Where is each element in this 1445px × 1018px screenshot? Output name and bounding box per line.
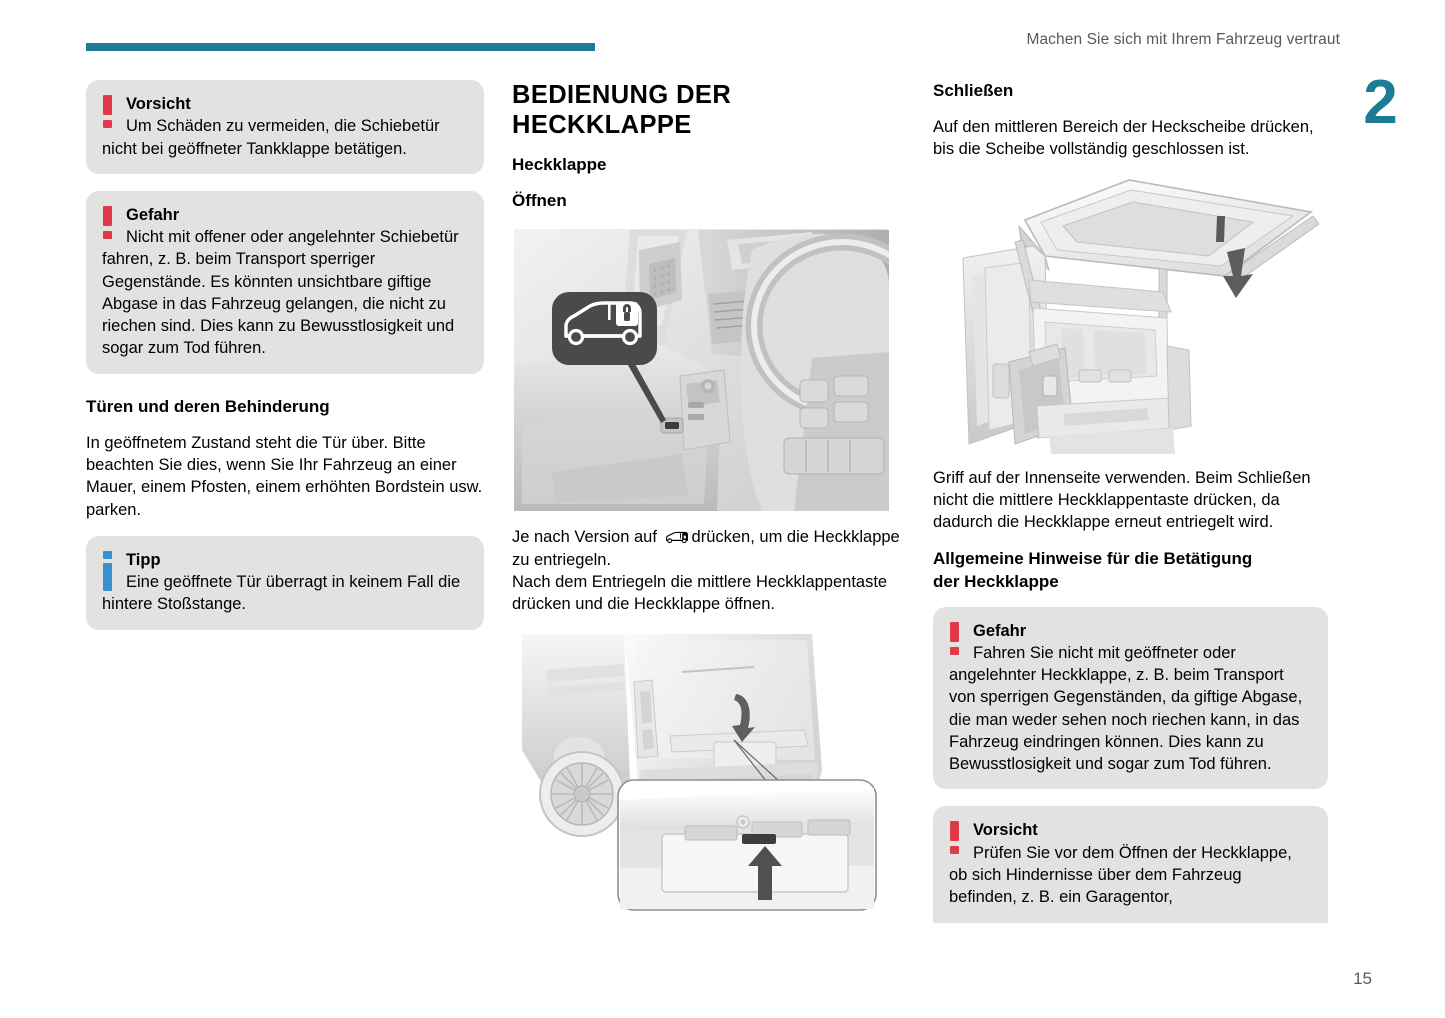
callout-title: Gefahr [973, 621, 1027, 640]
callout-gefahr-heckklappe [933, 607, 1328, 790]
heading-schliessen: Schließen [933, 81, 1014, 100]
warning-exclamation-icon [102, 206, 114, 242]
callout-vorsicht-hindernisse [933, 806, 1328, 922]
callout-gefahr-schiebetuer [86, 191, 484, 374]
info-i-icon [102, 551, 114, 587]
running-head: Machen Sie sich mit Ihrem Fahrzeug vertraut [1026, 31, 1340, 48]
callout-body: Fahren Sie nicht mit geöffneter oder angelehnter Heckklappe, z. B. beim Transport von sperrigen Gegenständen, da giftige Abgase, die man weder sehen noch riechen kann, in das Fahrzeug eindringen können. Dies kann zu Bewusstlosigkeit und sogar zum Tod führen. [949, 643, 1303, 774]
paragraph-tueren: In geöffnetem Zustand steht die Tür über. Bitte beachten Sie dies, wenn Sie Ihr Fahrzeug an einer Mauer, einem Pfosten, einem erhöhten Bordstein usw. parken. [86, 433, 483, 519]
heading-allgemeine-hinweise [933, 548, 1328, 592]
paragraph-nach-dem-entriegeln: Nach dem Entriegeln die mittlere Heckklappentaste drücken und die Heckklappe öffnen. [512, 572, 888, 614]
callout-title: Vorsicht [973, 821, 1038, 840]
callout-body: Um Schäden zu vermeiden, die Schiebetür nicht bei geöffneter Tankklappe betätigen. [102, 117, 440, 158]
column-left [86, 80, 484, 647]
door-control-switch-illustration [512, 226, 889, 513]
open-tailgate-interior-illustration [933, 176, 1329, 454]
column-middle [512, 80, 904, 935]
paragraph-griff-innenseite: Griff auf der Innenseite verwenden. Beim Schließen nicht die mittlere Heckklappentaste drücken, da dadurch die Heckklappe erneut entriegelt wird. [933, 468, 1311, 532]
callout-tipp-stossstange [86, 536, 484, 630]
warning-exclamation-icon [949, 622, 961, 658]
van-unlock-icon [664, 528, 690, 543]
callout-title: Tipp [126, 550, 161, 569]
chapter-tab [1348, 68, 1412, 137]
section-title-line-2: HECKKLAPPE [512, 111, 692, 140]
callout-title: Gefahr [126, 205, 180, 224]
heading-heckklappe: Heckklappe [512, 155, 607, 175]
page-title [512, 80, 904, 140]
callout-body: Nicht mit offener oder angelehnter Schiebetür fahren, z. B. beim Transport sperriger Gegenstände. Es könnten unsichtbare giftige Abgase in das Fahrzeug gelangen, die nicht zu riechen sind. Dies kann zu Bewusstlosigkeit und sogar zum Tod führen. [102, 228, 459, 358]
rear-tailgate-button-illustration [512, 630, 889, 922]
callout-title: Vorsicht [126, 95, 191, 113]
page-number: 15 [1353, 969, 1372, 988]
callout-body: Prüfen Sie vor dem Öffnen der Heckklappe, ob sich Hindernisse über dem Fahrzeug befinden, z. B. ein Garagentor, [949, 843, 1292, 907]
heading-tueren-behinderung: Türen und deren Behinderung [86, 396, 330, 416]
section-title-line-1: BEDIENUNG DER [512, 81, 732, 109]
column-right [933, 80, 1328, 923]
header-rule-bar [86, 43, 595, 51]
heading-oeffnen: Öffnen [512, 191, 567, 211]
heading-line-2: der Heckklappe [933, 571, 1059, 591]
callout-body: Eine geöffnete Tür überragt in keinem Fall die hintere Stoßstange. [102, 573, 461, 614]
paragraph-schliessen: Auf den mittleren Bereich der Heckscheibe drücken, bis die Scheibe vollständig geschlossen ist. [933, 118, 1314, 159]
paragraph-je-nach-version: Je nach Version auf drücken, um die Heckklappe zu entriegeln. [512, 528, 900, 569]
warning-exclamation-icon [102, 95, 114, 131]
warning-exclamation-icon [949, 821, 961, 857]
callout-vorsicht-tankklappe [86, 80, 484, 174]
chapter-number: 2 [1363, 68, 1397, 137]
heading-line-1: Allgemeine Hinweise für die Betätigung [933, 549, 1253, 569]
